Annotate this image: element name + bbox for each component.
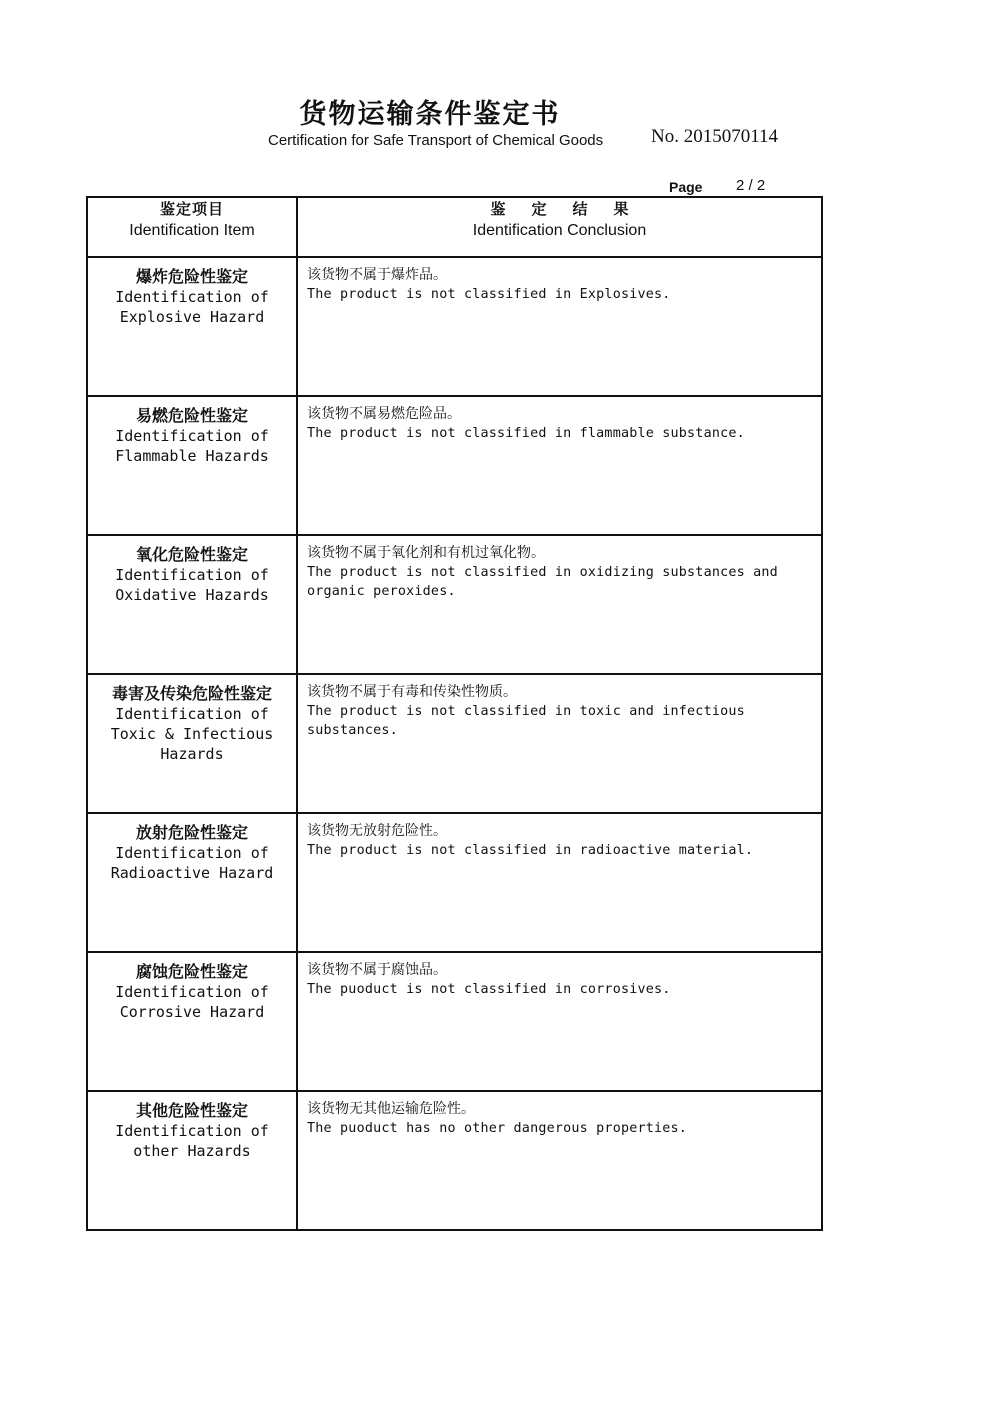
item-cell <box>87 396 297 535</box>
item-label-en: Identification of other Hazards <box>115 1122 269 1160</box>
item-label-en: Identification of Flammable Hazards <box>115 427 269 465</box>
table-row <box>87 952 822 1091</box>
item-label-cn: 放射危险性鉴定 <box>135 823 248 842</box>
conclusion-text-cn: 该货物不属于腐蚀品。 <box>307 962 447 978</box>
item-label-en: Identification of Toxic & Infectious Hazards <box>110 705 274 763</box>
table-row <box>87 1091 822 1230</box>
conclusion-text-en: The product is not classified in flammable substance. <box>307 426 745 441</box>
conclusion-text-en: The product is not classified in Explosives. <box>307 287 671 302</box>
item-cell <box>87 674 297 813</box>
conclusion-text-cn: 该货物不属于爆炸品。 <box>307 267 447 283</box>
item-label-cn: 爆炸危险性鉴定 <box>135 267 248 286</box>
page-number: 2 / 2 <box>736 177 766 194</box>
conclusion-text-en: The puoduct has no other dangerous properties. <box>307 1121 688 1136</box>
conclusion-text-cn: 该货物无放射危险性。 <box>307 823 447 839</box>
item-label-cn: 易燃危险性鉴定 <box>135 406 248 425</box>
certificate-number: No. 2015070114 <box>651 126 779 147</box>
header-item-cn: 鉴定项目 <box>159 200 224 218</box>
conclusion-text-cn: 该货物无其他运输危险性。 <box>307 1101 475 1117</box>
conclusion-cell <box>297 674 822 813</box>
document-title-en: Certification for Safe Transport of Chemical Goods <box>268 132 604 149</box>
item-label-en: Identification of Radioactive Hazard <box>110 844 274 882</box>
conclusion-cell <box>297 952 822 1091</box>
item-cell <box>87 1091 297 1230</box>
item-label-en: Identification of Explosive Hazard <box>115 288 269 326</box>
table-row <box>87 396 822 535</box>
conclusion-cell <box>297 257 822 396</box>
header-cell-item <box>87 197 297 257</box>
table-header-row <box>87 197 822 257</box>
item-cell <box>87 535 297 674</box>
table-row <box>87 674 822 813</box>
conclusion-text-cn: 该货物不属于有毒和传染性物质。 <box>307 684 517 700</box>
item-label-en: Identification of Corrosive Hazard <box>115 983 269 1021</box>
page-label: Page <box>669 179 703 195</box>
conclusion-text-cn: 该货物不属于氧化剂和有机过氧化物。 <box>307 545 545 561</box>
table-row <box>87 535 822 674</box>
item-cell <box>87 257 297 396</box>
header-item-en: Identification Item <box>129 222 255 239</box>
table-row <box>87 257 822 396</box>
item-cell <box>87 813 297 952</box>
conclusion-cell <box>297 1091 822 1230</box>
conclusion-cell <box>297 813 822 952</box>
header-conclusion-cn: 鉴定结果 <box>490 200 655 218</box>
header-conclusion-en: Identification Conclusion <box>472 222 647 239</box>
document-title-cn: 货物运输条件鉴定书 <box>299 99 561 130</box>
conclusion-cell <box>297 396 822 535</box>
conclusion-text-en: The product is not classified in toxic and infectious substances. <box>307 704 745 738</box>
header-cell-conclusion <box>297 197 822 257</box>
table-row <box>87 813 822 952</box>
item-label-cn: 氧化危险性鉴定 <box>135 545 248 564</box>
conclusion-text-cn: 该货物不属易燃危险品。 <box>307 406 461 422</box>
item-label-cn: 其他危险性鉴定 <box>135 1101 248 1120</box>
conclusion-cell <box>297 535 822 674</box>
conclusion-text-en: The puoduct is not classified in corrosives. <box>307 982 671 997</box>
item-label-en: Identification of Oxidative Hazards <box>115 566 269 604</box>
conclusion-text-en: The product is not classified in radioactive material. <box>307 843 754 858</box>
item-cell <box>87 952 297 1091</box>
item-label-cn: 腐蚀危险性鉴定 <box>135 962 248 981</box>
identification-table <box>86 196 823 1231</box>
item-label-cn: 毒害及传染危险性鉴定 <box>111 684 272 703</box>
table-body <box>87 257 822 1230</box>
conclusion-text-en: The product is not classified in oxidizing substances and organic peroxides. <box>307 565 778 599</box>
